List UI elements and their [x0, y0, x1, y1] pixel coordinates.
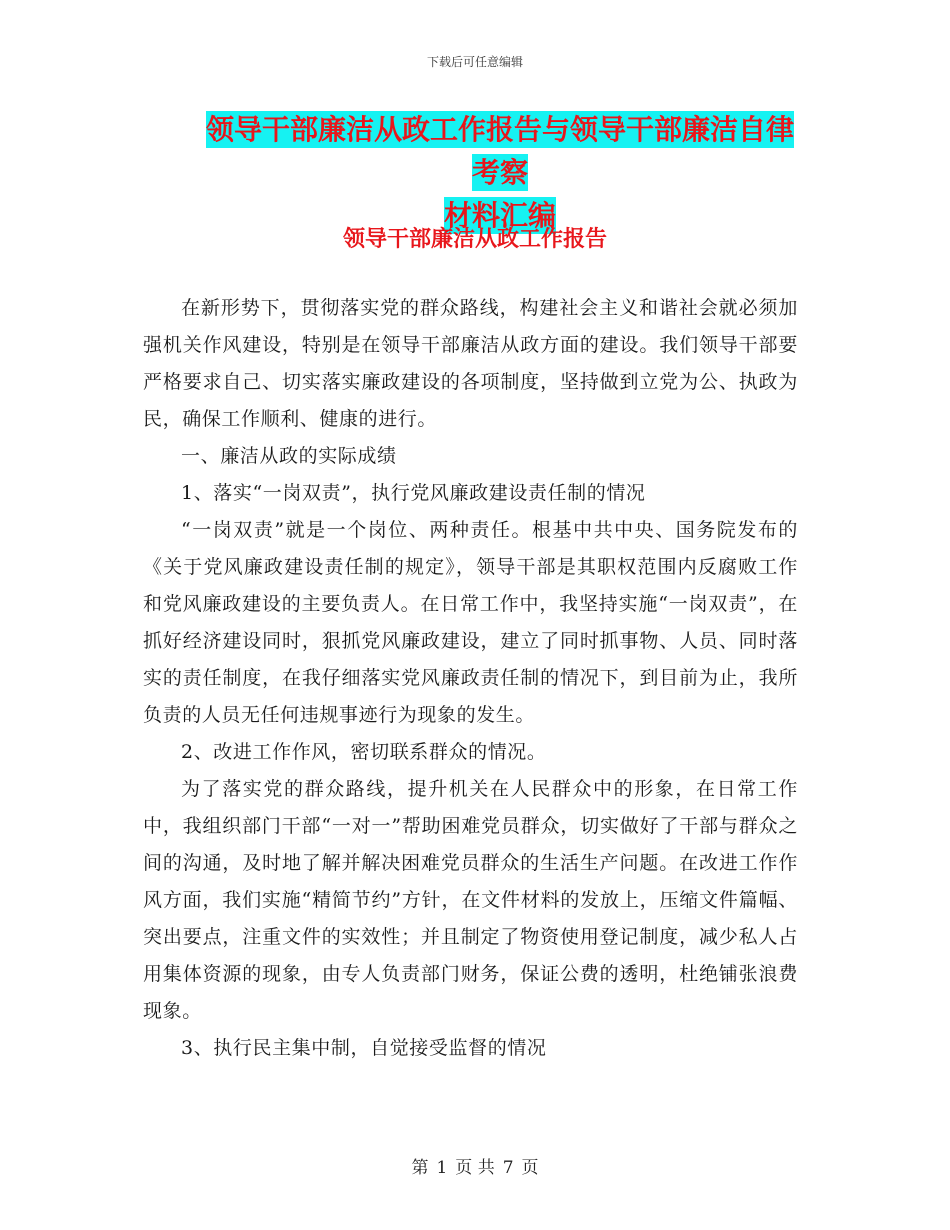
header-note: 下载后可任意编辑 — [426, 55, 523, 69]
subheading-1: 1、落实“一岗双责”，执行党风廉政建设责任制的情况 — [181, 482, 646, 504]
total-pages: 7 — [502, 1158, 514, 1178]
document-body — [143, 290, 798, 1067]
paragraph: 在新形势下，贯彻落实党的群众路线，构建社会主义和谐社会就必须加强机关作风建设，特别是在领导干部廉洁从政方面的建设。我们领导干部要严格要求自己、切实落实廉政建设的各项制度，坚持做到立党为公、执政为民，确保工作顺利、健康的进行。 — [143, 297, 798, 430]
subheading-2: 2、改进工作作风，密切联系群众的情况。 — [181, 741, 547, 763]
section-title: 领导干部廉洁从政工作报告 — [342, 227, 607, 252]
footer-middle: 页 共 — [455, 1158, 495, 1178]
footer-prefix: 第 — [411, 1158, 429, 1178]
subheading-3: 3、执行民主集中制，自觉接受监督的情况 — [181, 1037, 547, 1059]
footer-suffix: 页 — [521, 1158, 539, 1178]
heading-achievements: 一、廉洁从政的实际成绩 — [181, 445, 397, 467]
title-line-2: 材料汇编 — [443, 199, 556, 232]
page-footer — [0, 1153, 950, 1178]
page-number: 1 — [436, 1158, 448, 1178]
paragraph: 为了落实党的群众路线，提升机关在人民群众中的形象，在日常工作中，我组织部门干部“一对一”帮助困难党员群众，切实做好了干部与群众之间的沟通，及时地了解并解决困难党员群众的生活生产问题。在改进工作作风方面，我们实施“精简节约”方针，在文件材料的发放上，压缩文件篇幅、突出要点，注重文件的实效性；并且制定了物资使用登记制度，减少私人占用集体资源的现象，由专人负责部门财务，保证公费的透明，杜绝铺张浪费现象。 — [143, 778, 798, 1022]
paragraph: “一岗双责”就是一个岗位、两种责任。根基中共中央、国务院发布的《关于党风廉政建设责任制的规定》，领导干部是其职权范围内反腐败工作和党风廉政建设的主要负责人。在日常工作中，我坚持实施“一岗双责”，在抓好经济建设同时，狠抓党风廉政建设，建立了同时抓事物、人员、同时落实的责任制度，在我仔细落实党风廉政责任制的情况下，到目前为止，我所负责的人员无任何违规事迹行为现象的发生。 — [143, 519, 798, 726]
document-title — [195, 108, 805, 237]
title-line-1: 领导干部廉洁从政工作报告与领导干部廉洁自律考察 — [205, 113, 794, 189]
